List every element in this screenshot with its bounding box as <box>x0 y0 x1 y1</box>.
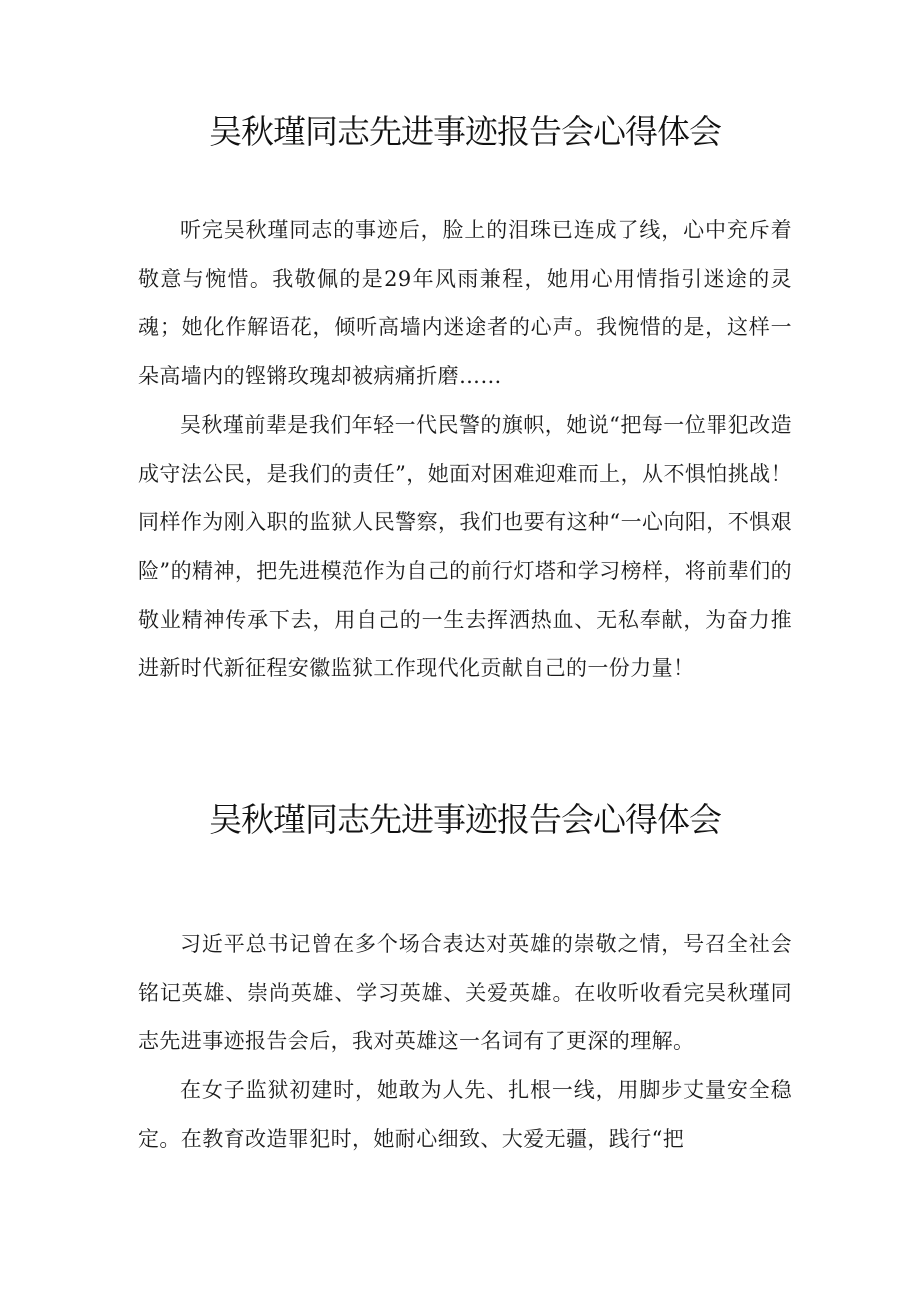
paragraph: 习近平总书记曾在多个场合表达对英雄的崇敬之情，号召全社会铭记英雄、崇尚英雄、学习英雄、关爱英雄。在收听收看完吴秋瑾同志先进事迹报告会后，我对英雄这一名词有了更深的理解。 <box>138 932 792 1054</box>
paragraph: 听完吴秋瑾同志的事迹后，脸上的泪珠已连成了线，心中充斥着敬意与惋惜。我敬佩的是29年风雨兼程，她用心用情指引迷途的灵魂；她化作解语花，倾听高墙内迷途者的心声。我惋惜的是，这样一朵高墙内的铿锵玫瑰却被病痛折磨…… <box>138 218 792 389</box>
article-2 <box>138 796 792 1164</box>
article-1 <box>138 108 792 693</box>
article-title: 吴秋瑾同志先进事迹报告会心得体会 <box>209 112 721 151</box>
paragraph: 在女子监狱初建时，她敢为人先、扎根一线，用脚步丈量安全稳定。在教育改造罪犯时，她耐心细致、大爱无疆，践行“把 <box>138 1078 792 1151</box>
article-body <box>138 920 792 1164</box>
article-title: 吴秋瑾同志先进事迹报告会心得体会 <box>209 800 721 839</box>
article-body <box>138 206 792 693</box>
paragraph: 吴秋瑾前辈是我们年轻一代民警的旗帜，她说“把每一位罪犯改造成守法公民，是我们的责任”，她面对困难迎难而上，从不惧怕挑战！同样作为刚入职的监狱人民警察，我们也要有这种“一心向阳，不惧艰险”的精神，把先进模范作为自己的前行灯塔和学习榜样，将前辈们的敬业精神传承下去，用自己的一生去挥洒热血、无私奉献，为奋力推进新时代新征程安徽监狱工作现代化贡献自己的一份力量！ <box>138 412 792 681</box>
